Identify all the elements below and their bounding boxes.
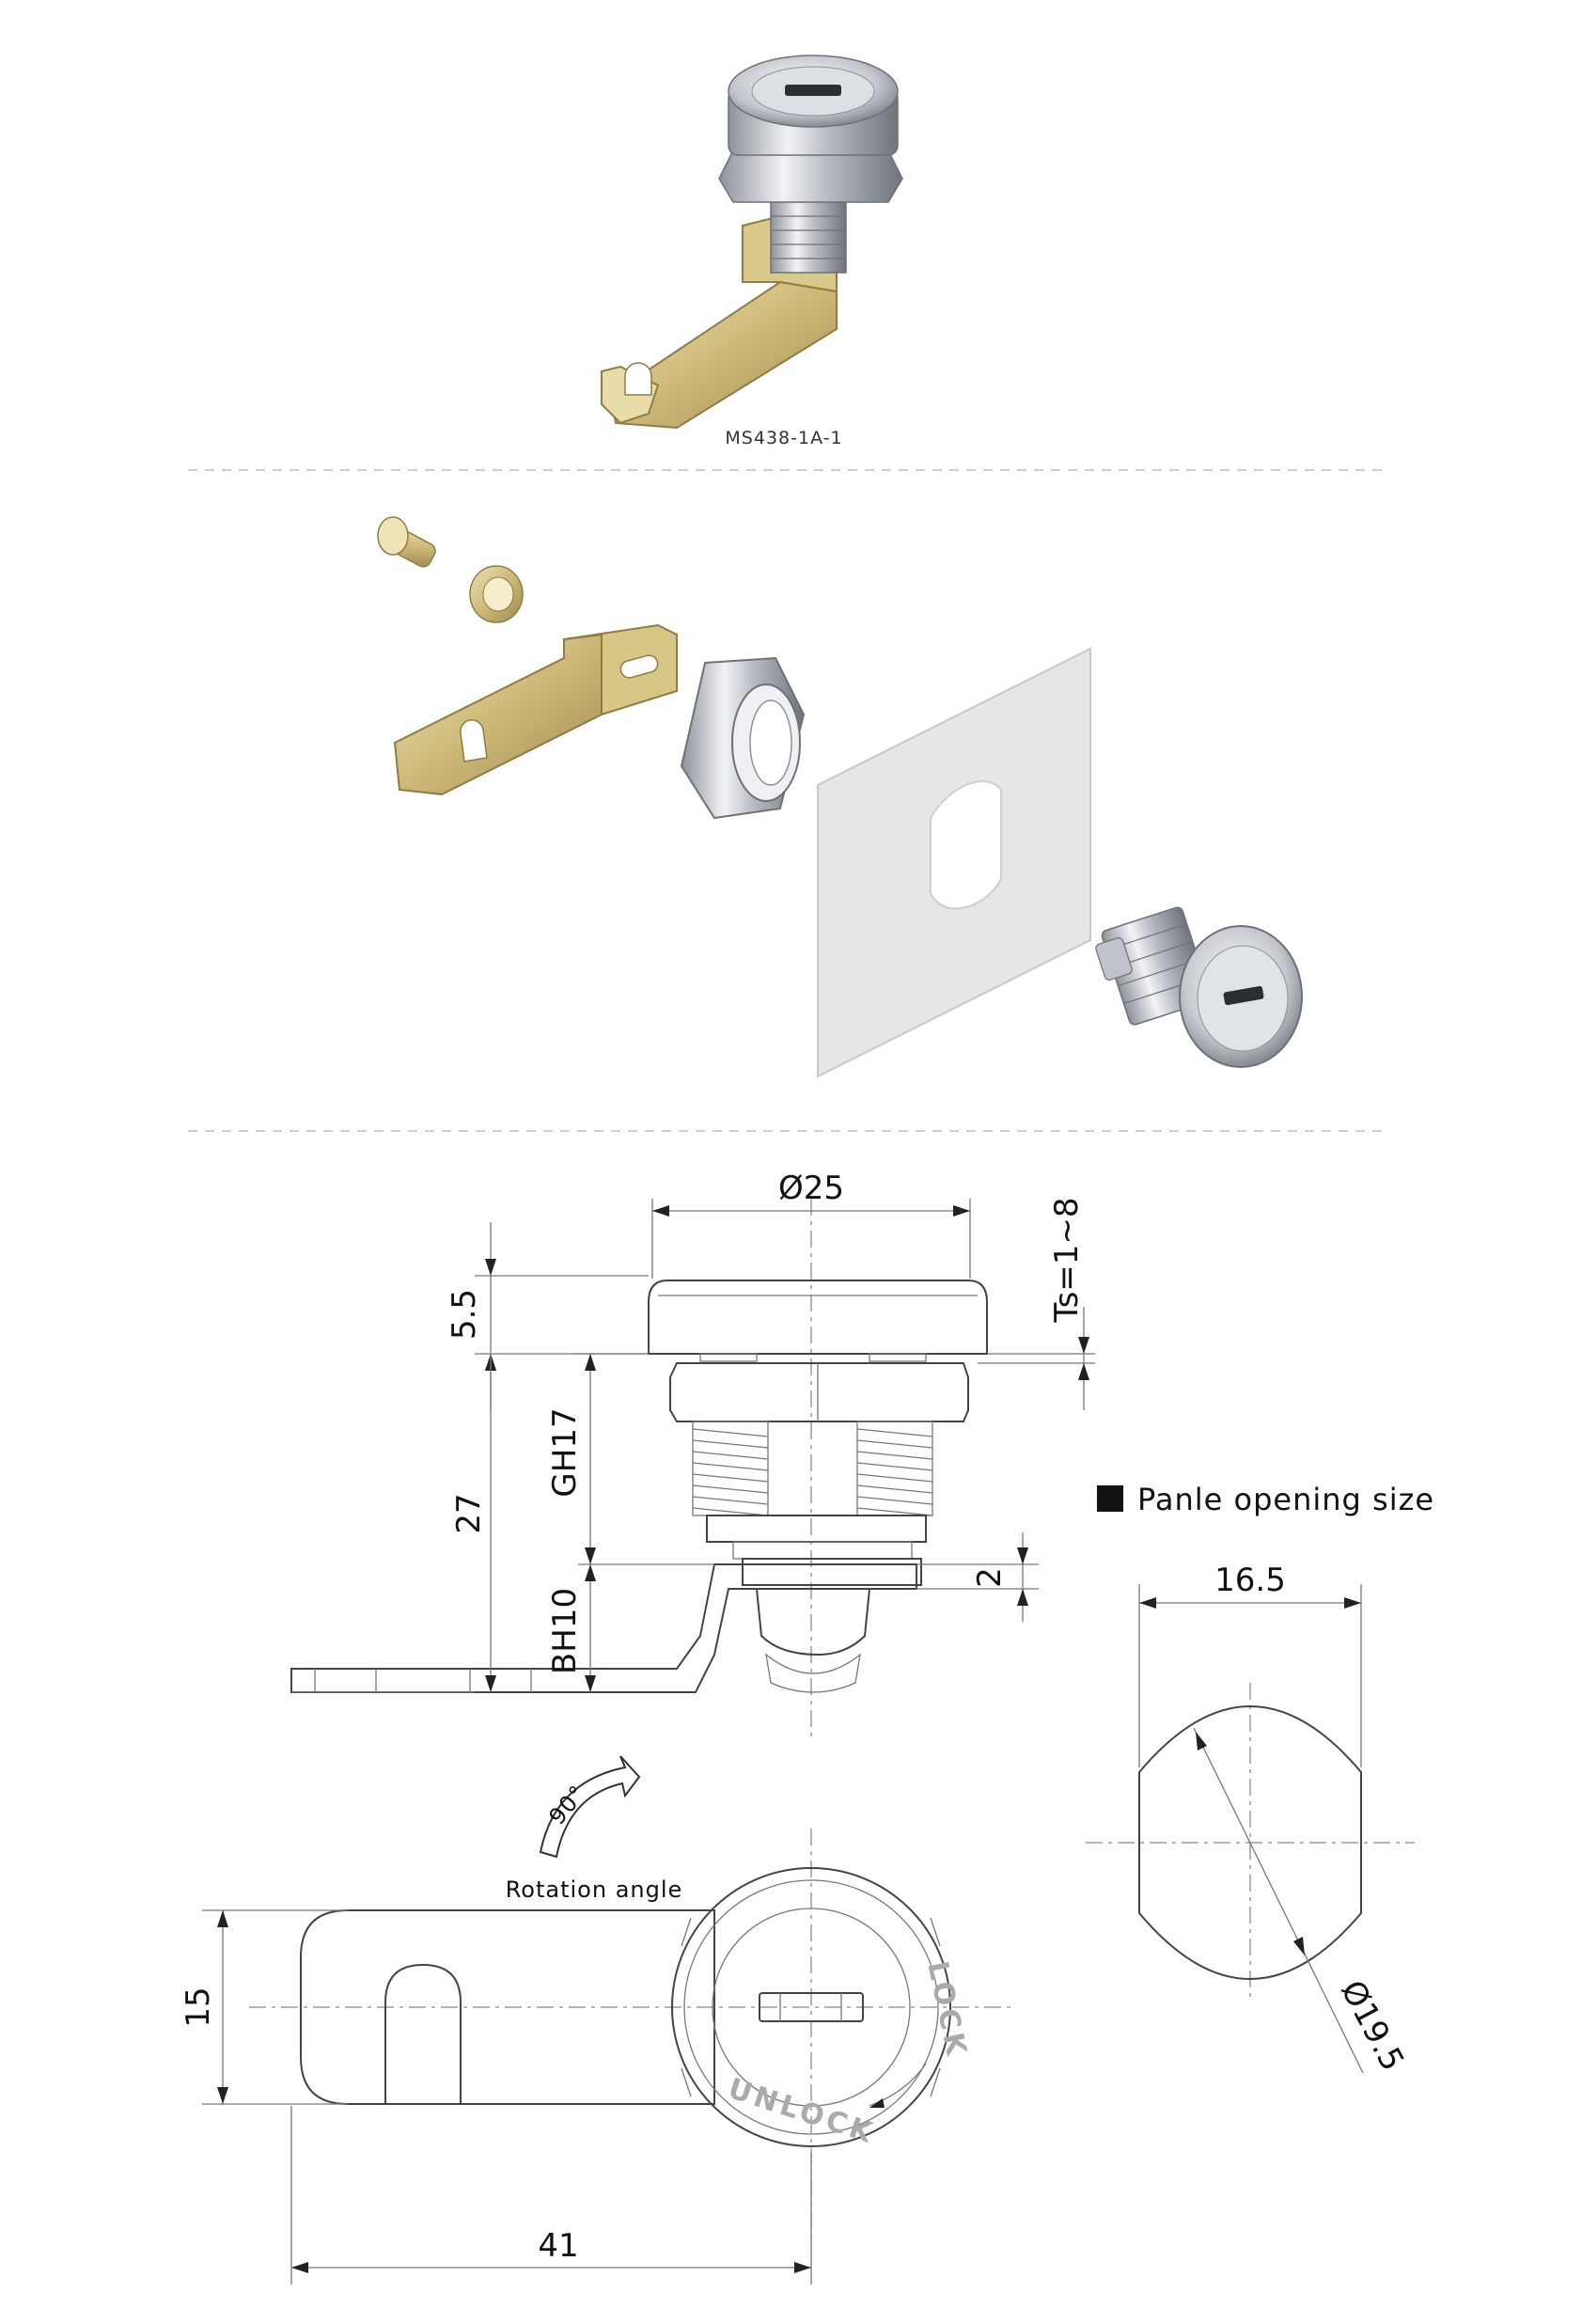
dim-gh: GH17 [546, 1407, 584, 1498]
cam-bracket-image [395, 625, 677, 794]
dim-opening-diameter: Ø19.5 [1333, 1974, 1412, 2078]
dim-cam-length: 41 [538, 2227, 579, 2265]
exploded-view-image [378, 517, 1302, 1076]
unlock-engraving: UNLOCK [724, 2072, 880, 2151]
heading-bullet-icon [1097, 1485, 1123, 1512]
thread-right [857, 1421, 932, 1515]
dim-bh: BH10 [546, 1587, 584, 1675]
panel-image [818, 649, 1090, 1076]
lock-cylinder-image [1095, 906, 1302, 1067]
panel-opening-title: Panle opening size [1137, 1482, 1435, 1517]
cap-nut-image [470, 566, 523, 622]
assembled-lock-image [602, 55, 902, 428]
model-caption: MS438-1A-1 [725, 428, 843, 448]
dim-thickness: Ts=1~8 [1048, 1197, 1086, 1323]
side-view-drawing [291, 1199, 1095, 1739]
panel-opening-heading [1097, 1482, 1434, 1517]
thread-left [693, 1421, 768, 1515]
rotation-angle-value: 90° [543, 1780, 592, 1830]
hex-nut-image [681, 658, 804, 818]
dim-total-height: 27 [450, 1493, 488, 1534]
dim-cam-width: 15 [180, 1986, 217, 2028]
cam-screw-image [378, 517, 438, 570]
dim-head-height: 5.5 [446, 1288, 483, 1341]
dim-head-diameter: Ø25 [777, 1170, 845, 1207]
rotation-angle-label: Rotation angle [505, 1876, 683, 1903]
dim-opening-width: 16.5 [1214, 1562, 1286, 1599]
dim-cam-offset: 2 [971, 1567, 1009, 1588]
lock-engraving: LOCK [920, 1958, 974, 2062]
